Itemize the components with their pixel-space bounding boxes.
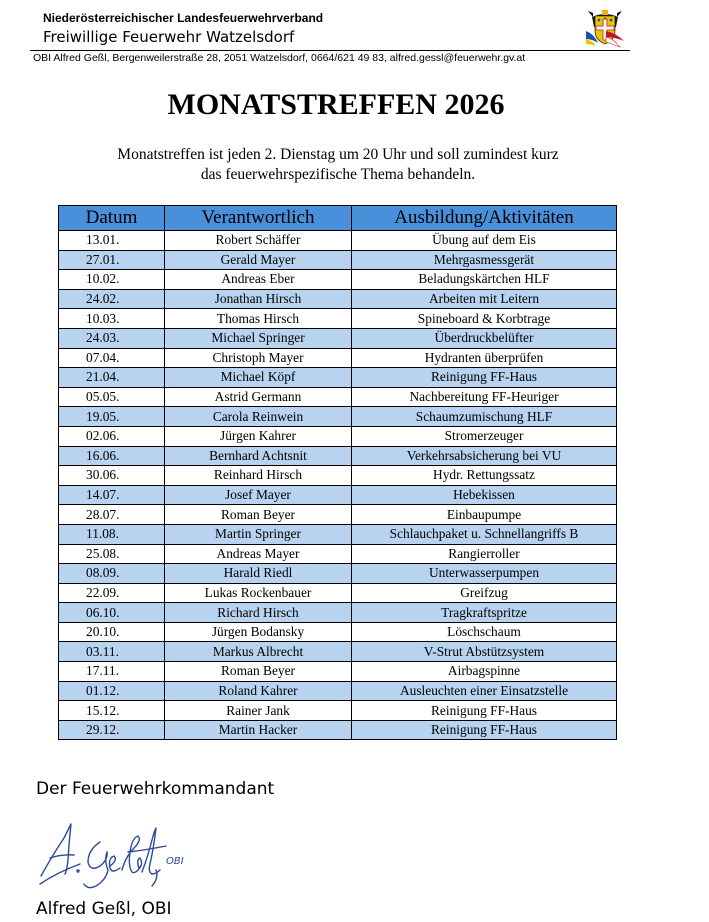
cell-date: 15.12.: [59, 701, 165, 721]
table-row: [59, 544, 617, 564]
page-title: MONATSTREFFEN 2026: [167, 88, 505, 121]
intro-text: [0, 145, 676, 185]
cell-activity: Einbaupumpe: [352, 505, 617, 525]
cell-activity: Unterwasserpumpen: [352, 564, 617, 584]
schedule-body: [59, 231, 617, 740]
cell-responsible: Bernhard Achtsnit: [165, 446, 352, 466]
cell-date: 14.07.: [59, 485, 165, 505]
cell-activity: Reinigung FF-Haus: [352, 368, 617, 388]
cell-responsible: Jürgen Bodansky: [165, 622, 352, 642]
cell-activity: Stromerzeuger: [352, 426, 617, 446]
cell-responsible: Roland Kahrer: [165, 681, 352, 701]
cell-responsible: Jonathan Hirsch: [165, 289, 352, 309]
table-row: [59, 642, 617, 662]
cell-date: 25.08.: [59, 544, 165, 564]
cell-responsible: Robert Schäffer: [165, 231, 352, 251]
cell-date: 19.05.: [59, 407, 165, 427]
table-row: [59, 289, 617, 309]
cell-date: 10.02.: [59, 270, 165, 290]
cell-activity: Schaumzumischung HLF: [352, 407, 617, 427]
table-row: [59, 348, 617, 368]
table-row: [59, 564, 617, 584]
table-row: [59, 583, 617, 603]
cell-responsible: Richard Hirsch: [165, 603, 352, 623]
cell-activity: Tragkraftspritze: [352, 603, 617, 623]
table-row: [59, 446, 617, 466]
cell-activity: Reinigung FF-Haus: [352, 701, 617, 721]
table-row: [59, 270, 617, 290]
cell-responsible: Michael Springer: [165, 328, 352, 348]
cell-responsible: Andreas Mayer: [165, 544, 352, 564]
signature-role: Der Feuerwehrkommandant: [36, 779, 275, 799]
cell-activity: Mehrgasmessgerät: [352, 250, 617, 270]
cell-responsible: Gerald Mayer: [165, 250, 352, 270]
table-header-row: [59, 206, 617, 231]
table-row: [59, 309, 617, 329]
cell-date: 27.01.: [59, 250, 165, 270]
cell-responsible: Astrid Germann: [165, 387, 352, 407]
table-row: [59, 407, 617, 427]
table-row: [59, 231, 617, 251]
table-row: [59, 368, 617, 388]
cell-date: 07.04.: [59, 348, 165, 368]
table-row: [59, 720, 617, 740]
cell-responsible: Josef Mayer: [165, 485, 352, 505]
column-header-date: Datum: [59, 206, 165, 231]
cell-responsible: Rainer Jank: [165, 701, 352, 721]
cell-activity: Übung auf dem Eis: [352, 231, 617, 251]
cell-date: 03.11.: [59, 642, 165, 662]
signatory-name: Alfred Geßl, OBI: [36, 899, 172, 919]
crest-icon: [584, 7, 626, 49]
cell-responsible: Roman Beyer: [165, 505, 352, 525]
cell-activity: Beladungskärtchen HLF: [352, 270, 617, 290]
cell-responsible: Lukas Rockenbauer: [165, 583, 352, 603]
cell-date: 30.06.: [59, 466, 165, 486]
table-row: [59, 524, 617, 544]
cell-activity: Hebekissen: [352, 485, 617, 505]
table-row: [59, 681, 617, 701]
cell-activity: Löschschaum: [352, 622, 617, 642]
cell-responsible: Reinhard Hirsch: [165, 466, 352, 486]
cell-date: 20.10.: [59, 622, 165, 642]
cell-activity: Airbagspinne: [352, 662, 617, 682]
table-row: [59, 622, 617, 642]
table-row: [59, 485, 617, 505]
cell-activity: Überdruckbelüfter: [352, 328, 617, 348]
cell-date: 28.07.: [59, 505, 165, 525]
cell-activity: Hydr. Rettungssatz: [352, 466, 617, 486]
cell-activity: Verkehrsabsicherung bei VU: [352, 446, 617, 466]
cell-date: 21.04.: [59, 368, 165, 388]
cell-date: 01.12.: [59, 681, 165, 701]
table-row: [59, 250, 617, 270]
cell-responsible: Martin Springer: [165, 524, 352, 544]
cell-activity: Nachbereitung FF-Heuriger: [352, 387, 617, 407]
cell-date: 02.06.: [59, 426, 165, 446]
cell-activity: Rangierroller: [352, 544, 617, 564]
cell-responsible: Carola Reinwein: [165, 407, 352, 427]
cell-activity: Hydranten überprüfen: [352, 348, 617, 368]
contact-line: OBI Alfred Geßl, Bergenweilerstraße 28, 2051 Watzelsdorf, 0664/621 49 83, alfred.gessl@feuerwehr.gv.at: [33, 52, 526, 64]
intro-line-2: das feuerwehrspezifische Thema behandeln.: [200, 166, 476, 183]
organization-name: Niederösterreichischer Landesfeuerwehrverband: [43, 11, 324, 25]
cell-responsible: Christoph Mayer: [165, 348, 352, 368]
signature-suffix: OBI: [166, 856, 184, 867]
cell-date: 29.12.: [59, 720, 165, 740]
cell-responsible: Martin Hacker: [165, 720, 352, 740]
cell-responsible: Michael Köpf: [165, 368, 352, 388]
intro-line-1: Monatstreffen ist jeden 2. Dienstag um 20 Uhr und soll zumindest kurz: [117, 146, 559, 163]
cell-responsible: Harald Riedl: [165, 564, 352, 584]
cell-date: 05.05.: [59, 387, 165, 407]
cell-activity: Spineboard & Korbtrage: [352, 309, 617, 329]
cell-date: 16.06.: [59, 446, 165, 466]
cell-date: 13.01.: [59, 231, 165, 251]
table-row: [59, 328, 617, 348]
schedule-table: [58, 205, 617, 740]
cell-date: 06.10.: [59, 603, 165, 623]
table-row: [59, 387, 617, 407]
cell-activity: Arbeiten mit Leitern: [352, 289, 617, 309]
cell-responsible: Jürgen Kahrer: [165, 426, 352, 446]
cell-activity: Ausleuchten einer Einsatzstelle: [352, 681, 617, 701]
cell-responsible: Roman Beyer: [165, 662, 352, 682]
cell-date: 24.03.: [59, 328, 165, 348]
cell-date: 08.09.: [59, 564, 165, 584]
cell-responsible: Markus Albrecht: [165, 642, 352, 662]
cell-date: 17.11.: [59, 662, 165, 682]
table-row: [59, 466, 617, 486]
table-row: [59, 603, 617, 623]
cell-activity: V-Strut Abstützsystem: [352, 642, 617, 662]
cell-responsible: Thomas Hirsch: [165, 309, 352, 329]
table-row: [59, 426, 617, 446]
header-divider: [30, 50, 630, 51]
cell-date: 22.09.: [59, 583, 165, 603]
column-header-activity: Ausbildung/Aktivitäten: [352, 206, 617, 231]
table-row: [59, 505, 617, 525]
cell-activity: Reinigung FF-Haus: [352, 720, 617, 740]
signature-icon: [38, 816, 198, 892]
table-row: [59, 662, 617, 682]
column-header-responsible: Verantwortlich: [165, 206, 352, 231]
cell-activity: Schlauchpaket u. Schnellangriffs B: [352, 524, 617, 544]
cell-date: 11.08.: [59, 524, 165, 544]
cell-activity: Greifzug: [352, 583, 617, 603]
table-row: [59, 701, 617, 721]
cell-responsible: Andreas Eber: [165, 270, 352, 290]
cell-date: 10.03.: [59, 309, 165, 329]
fire-department-name: Freiwillige Feuerwehr Watzelsdorf: [43, 28, 295, 46]
cell-date: 24.02.: [59, 289, 165, 309]
